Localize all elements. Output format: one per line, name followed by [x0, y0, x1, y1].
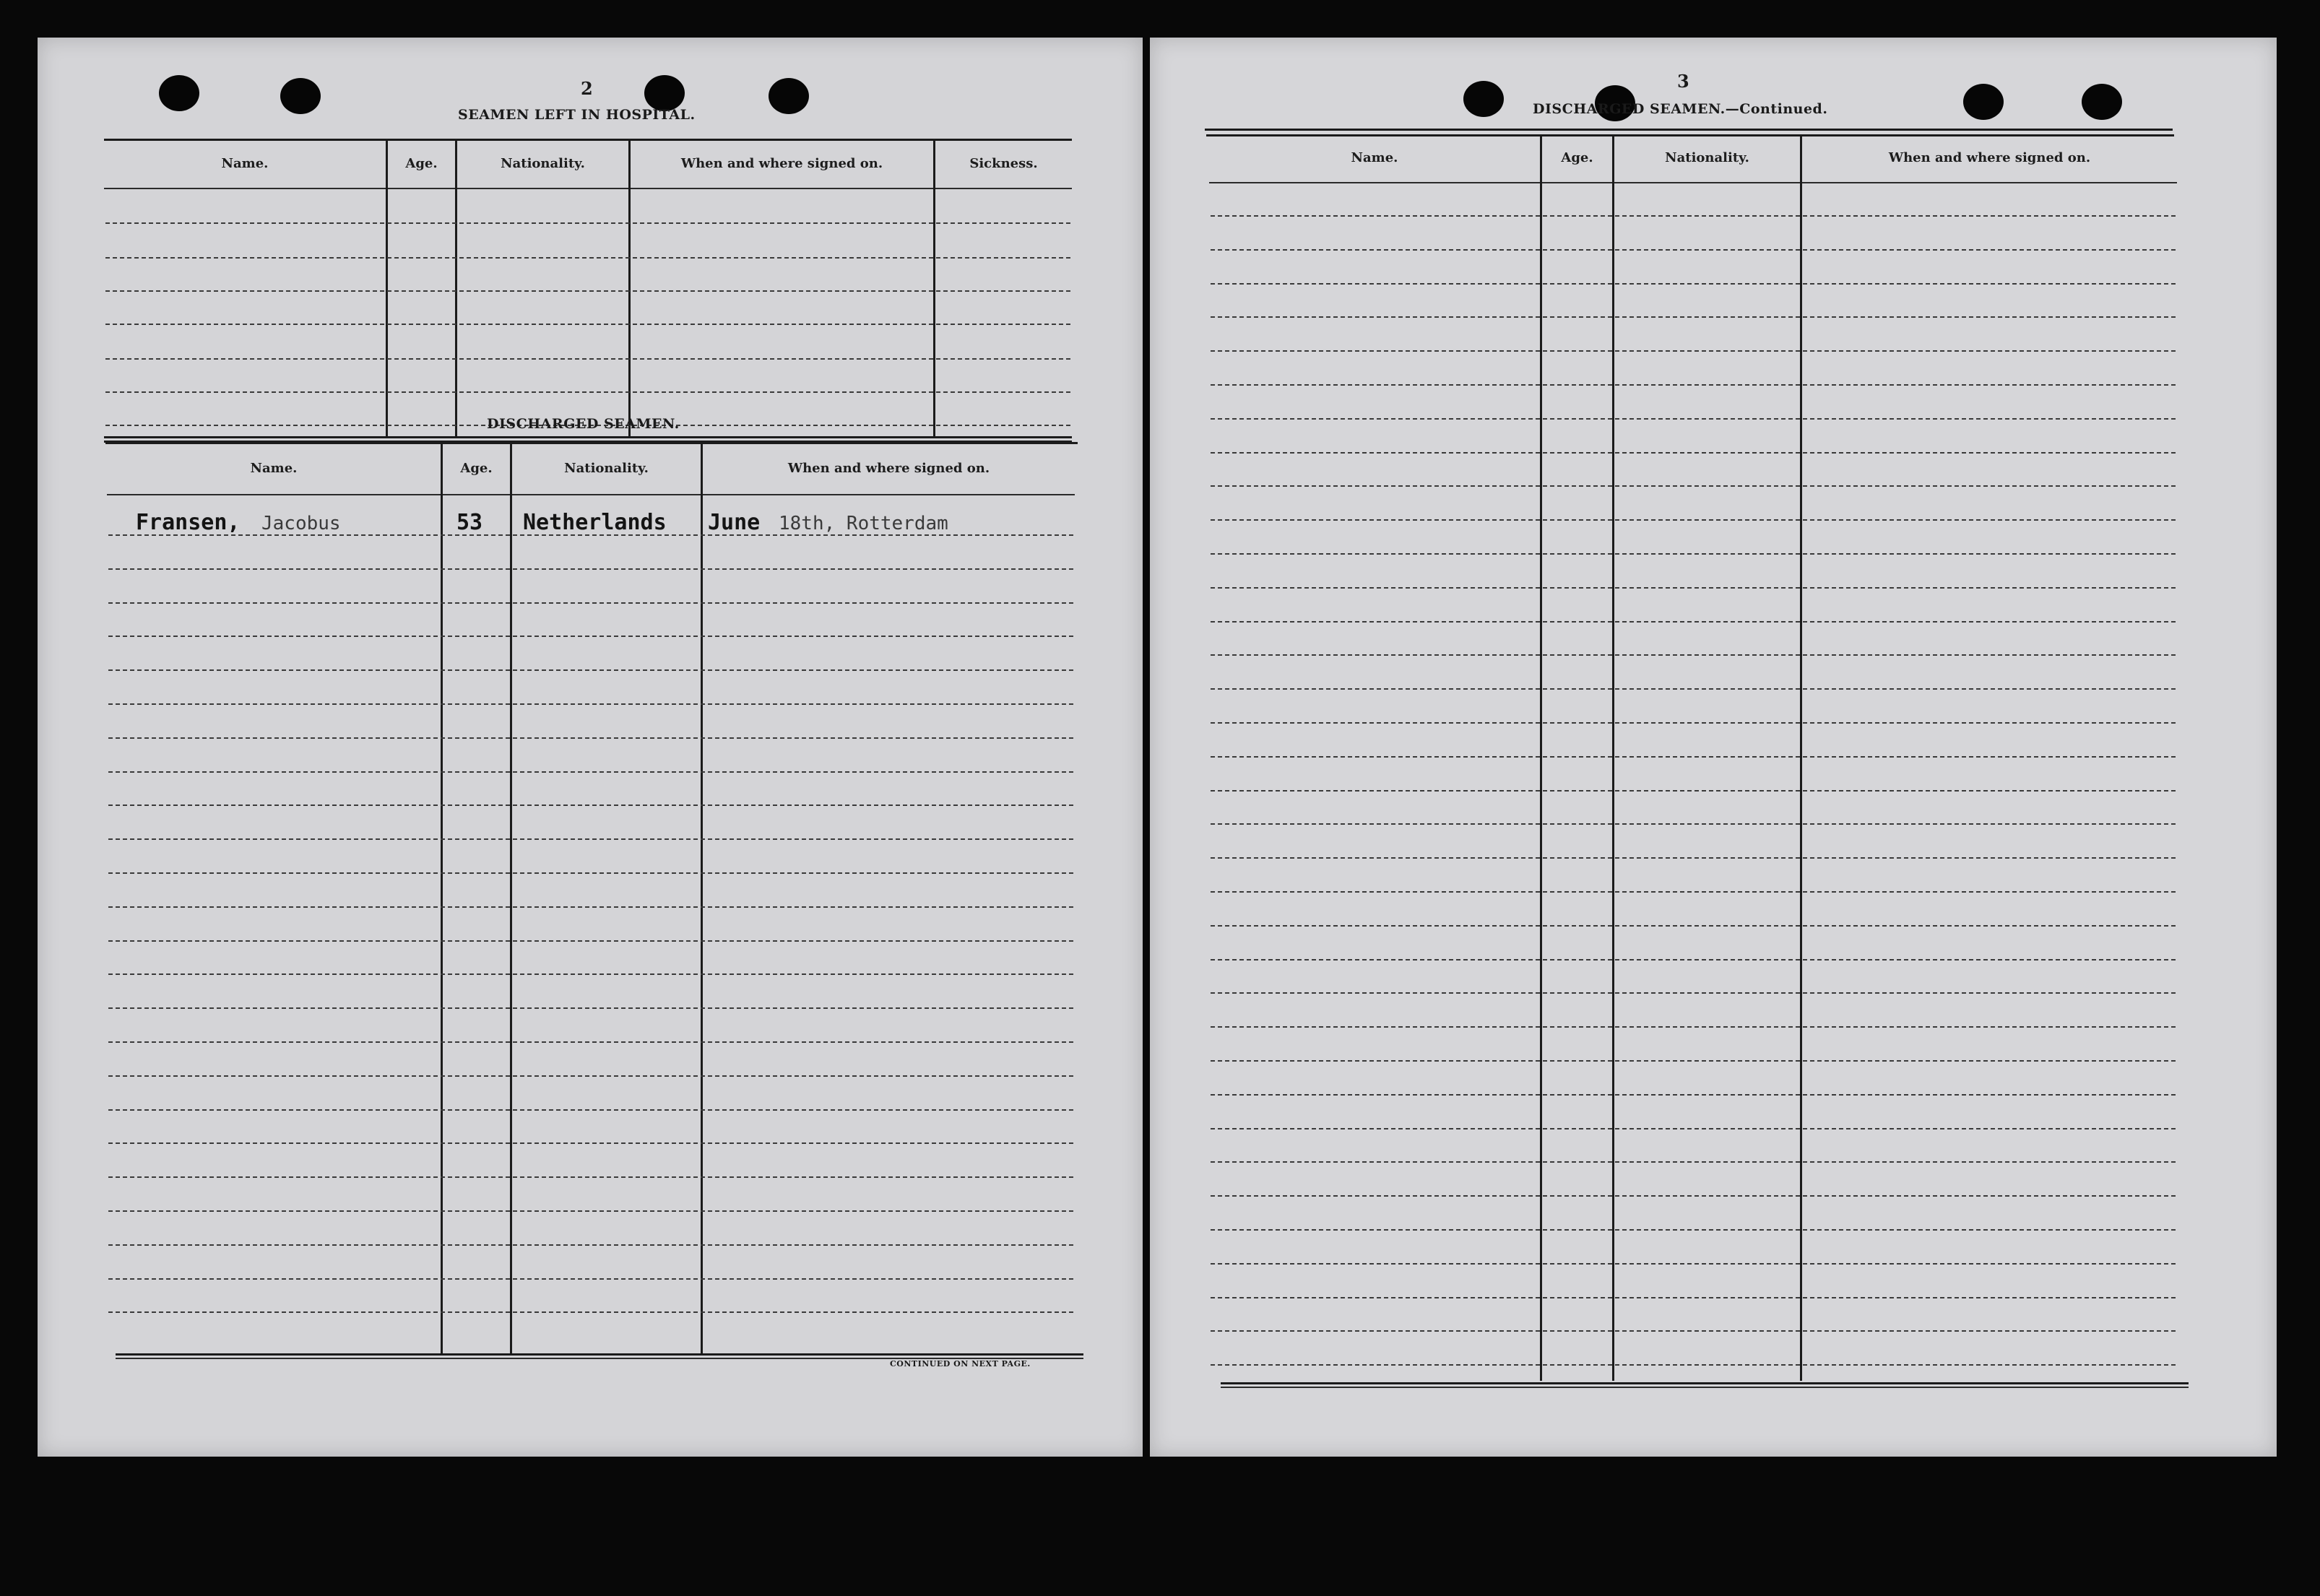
- column-header-signed-on: When and where signed on.: [680, 156, 883, 171]
- ruled-line: [1211, 1195, 2176, 1197]
- entry-age: 53: [456, 510, 483, 535]
- page-number: 3: [1677, 71, 1689, 92]
- ruled-line: [108, 1109, 1073, 1111]
- ruled-line: [108, 568, 1073, 570]
- column-header-nationality: Nationality.: [1665, 150, 1749, 165]
- entry-signed-month: June: [708, 510, 761, 535]
- ruled-line: [1211, 1263, 2176, 1265]
- ruled-line: [1211, 891, 2176, 893]
- ruled-line: [108, 669, 1073, 671]
- ruled-line: [1211, 1161, 2176, 1163]
- right-page: [1150, 38, 2277, 1457]
- ruled-line: [1211, 1297, 2176, 1298]
- ruled-line: [1211, 485, 2176, 487]
- ruled-line: [108, 1278, 1073, 1280]
- entry-signed-place: 18th, Rotterdam: [779, 513, 948, 534]
- ruled-line: [108, 703, 1073, 705]
- discharged-table: [38, 38, 1143, 1457]
- column-header-name: Name.: [1351, 150, 1398, 165]
- ruled-line: [1211, 823, 2176, 825]
- ruled-line: [1211, 722, 2176, 724]
- ruled-line: [108, 1041, 1073, 1043]
- ruled-line: [1211, 215, 2176, 217]
- ruled-line: [108, 1311, 1073, 1313]
- ruled-line: [1211, 756, 2176, 758]
- ruled-line: [108, 906, 1073, 908]
- entry-surname: Fransen,: [136, 510, 241, 535]
- column-header-signed-on: When and where signed on.: [1888, 150, 2091, 165]
- column-header-name: Name.: [250, 461, 298, 476]
- ruled-line: [108, 973, 1073, 975]
- ruled-line: [1211, 1330, 2176, 1332]
- ruled-line: [1211, 1060, 2176, 1062]
- column-header-age: Age.: [1561, 150, 1593, 165]
- ruled-line: [108, 636, 1073, 637]
- ruled-line: [1211, 587, 2176, 589]
- ruled-line: [108, 737, 1073, 739]
- ruled-line: [108, 872, 1073, 874]
- ruled-line: [1211, 553, 2176, 555]
- ruled-line: [108, 1142, 1073, 1144]
- ruled-line: [108, 1210, 1073, 1212]
- column-header-nationality: Nationality.: [564, 461, 649, 476]
- ruled-line: [108, 1176, 1073, 1178]
- ruled-line: [1211, 654, 2176, 656]
- ruled-line: [1211, 283, 2176, 285]
- hospital-section-title: SEAMEN LEFT IN HOSPITAL.: [458, 107, 696, 123]
- ruled-line: [108, 940, 1073, 942]
- left-page: [38, 38, 1143, 1457]
- entry-given-name: Jacobus: [261, 513, 341, 534]
- column-header-nationality: Nationality.: [501, 156, 585, 171]
- ruled-line: [1211, 992, 2176, 994]
- ruled-line: [1211, 1128, 2176, 1129]
- ruled-line: [108, 1075, 1073, 1077]
- ruled-line: [108, 838, 1073, 840]
- column-header-age: Age.: [405, 156, 438, 171]
- ruled-line: [1211, 316, 2176, 318]
- column-header-age: Age.: [460, 461, 493, 476]
- ruled-line: [1211, 384, 2176, 386]
- ruled-line: [1211, 959, 2176, 960]
- discharged-continued-title: DISCHARGED SEAMEN.—Continued.: [1533, 101, 1828, 117]
- discharged-section-title: DISCHARGED SEAMEN.: [487, 416, 680, 432]
- ruled-line: [108, 1244, 1073, 1246]
- ruled-line: [1211, 1364, 2176, 1366]
- ruled-line: [1211, 621, 2176, 623]
- entry-nationality: Netherlands: [523, 510, 667, 535]
- ruled-line: [108, 602, 1073, 604]
- ruled-line: [1211, 418, 2176, 420]
- column-header-name: Name.: [221, 156, 269, 171]
- ruled-line: [1211, 350, 2176, 352]
- ruled-line: [1211, 857, 2176, 859]
- ruled-line: [1211, 1229, 2176, 1231]
- ruled-line: [108, 771, 1073, 773]
- ruled-line: [1211, 790, 2176, 792]
- ruled-line: [1211, 925, 2176, 927]
- ruled-line: [1211, 1094, 2176, 1096]
- ruled-line: [108, 804, 1073, 806]
- ruled-line: [1211, 519, 2176, 521]
- ruled-line: [1211, 1026, 2176, 1028]
- column-header-sickness: Sickness.: [969, 156, 1038, 171]
- ruled-line: [1211, 452, 2176, 454]
- ruled-line: [1211, 249, 2176, 251]
- discharged-continued-table: [1150, 38, 2277, 1457]
- column-header-signed-on: When and where signed on.: [787, 461, 990, 476]
- ruled-line: [108, 1007, 1073, 1009]
- continued-note: CONTINUED ON NEXT PAGE.: [890, 1359, 1031, 1369]
- page-number: 2: [581, 78, 593, 99]
- ruled-line: [1211, 688, 2176, 690]
